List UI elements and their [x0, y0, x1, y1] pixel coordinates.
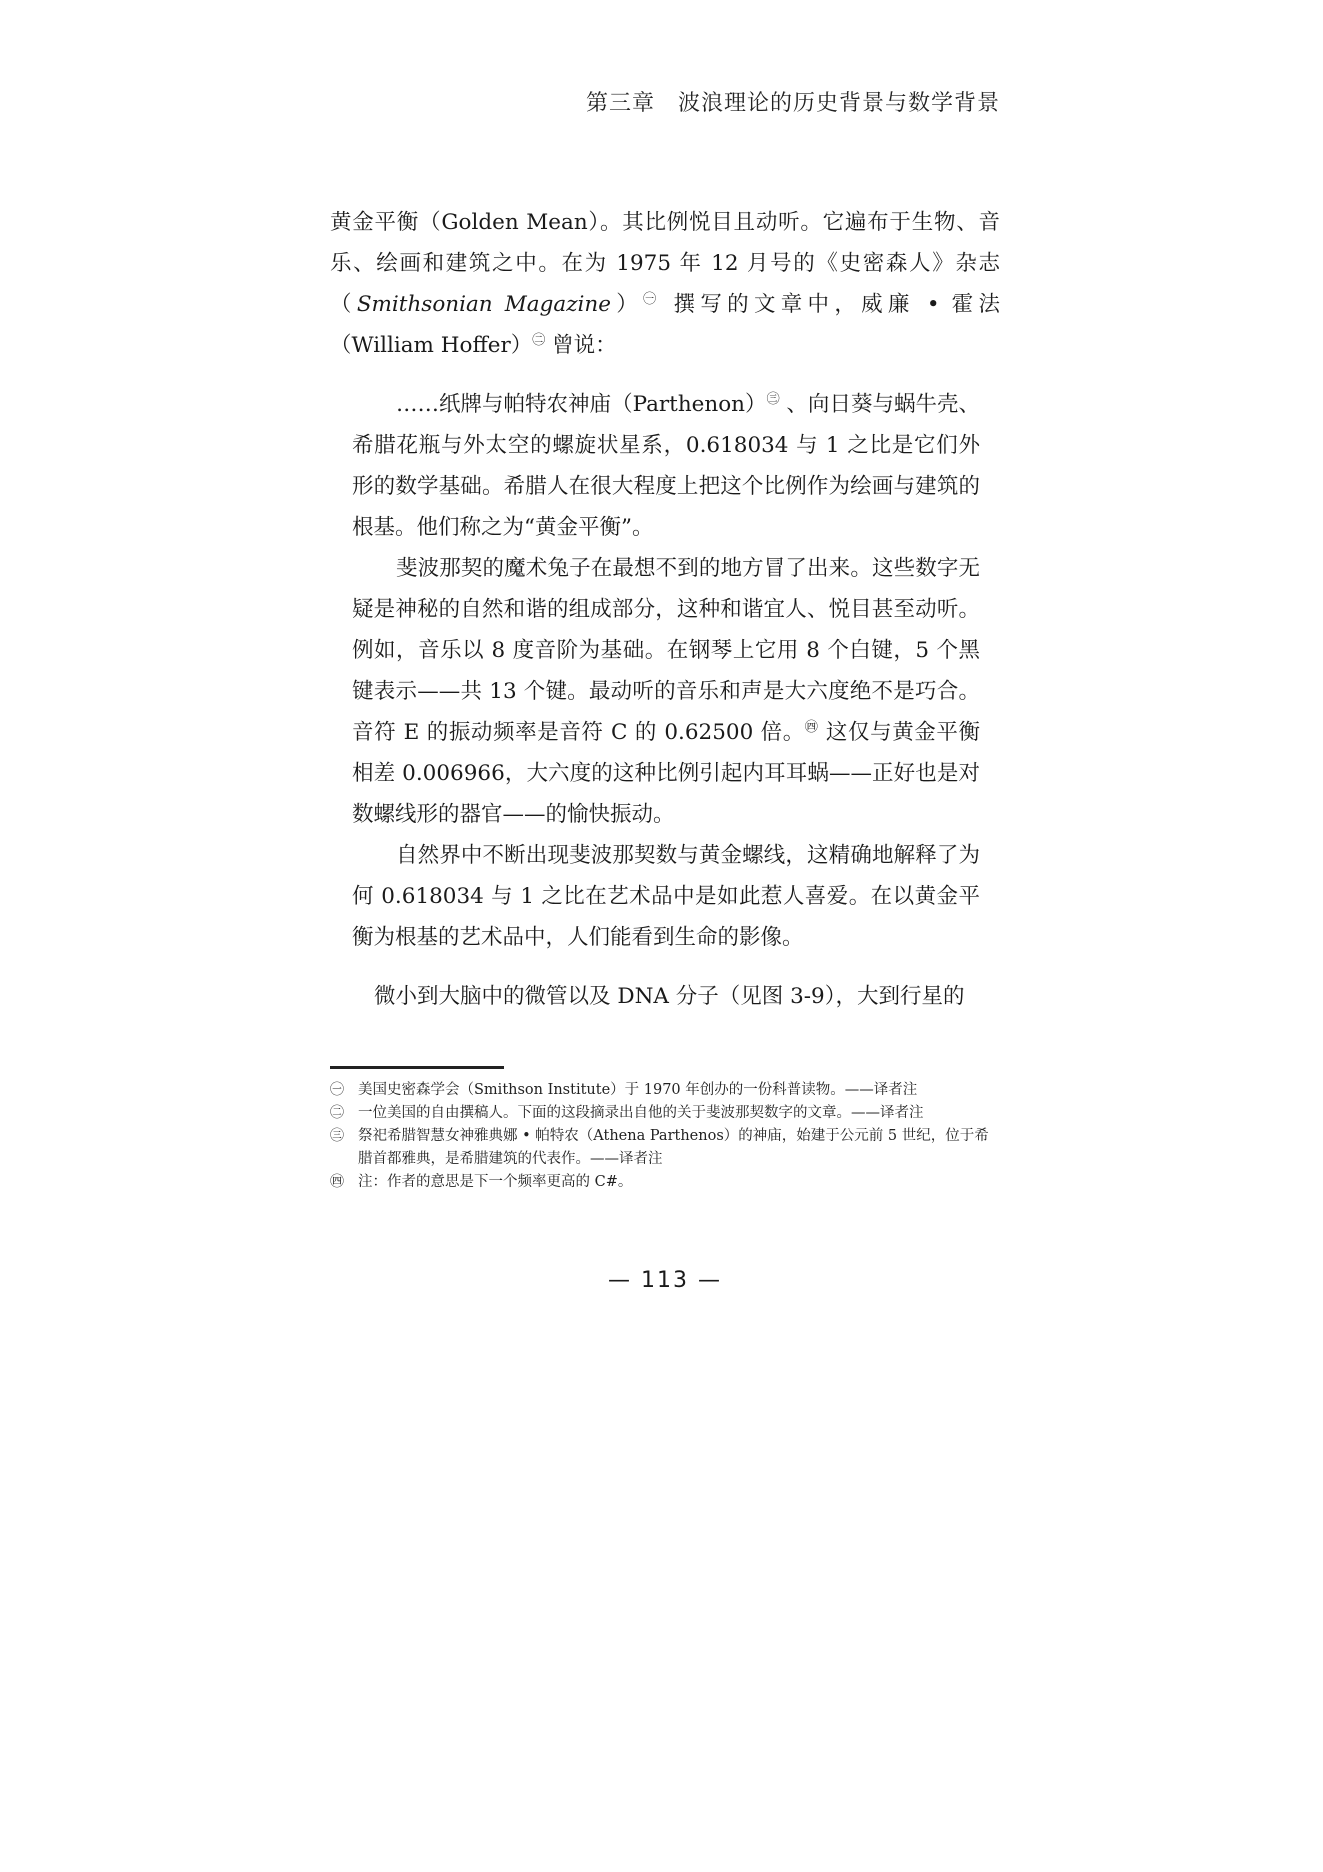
paragraph-text: ） [610, 292, 644, 317]
footnote-text: 一位美国的自由撰稿人。下面的这段摘录出自他的关于斐波那契数字的文章。——译者注 [358, 1105, 924, 1121]
quote-paragraph-3: 自然界中不断出现斐波那契数与黄金螺线，这精确地解释了为何 0.618034 与 1 之比在艺术品中是如此惹人喜爱。在以黄金平衡为根基的艺术品中，人们能看到生命的影像。 [352, 843, 980, 950]
footnote-marker-4[interactable]: ㊃ [804, 719, 819, 735]
footnote-mark: ㊃ [330, 1174, 344, 1190]
footnote-mark: ㊂ [330, 1128, 344, 1144]
footnote-marker-3[interactable]: ㊂ [766, 391, 780, 407]
quote-text: 斐波那契的魔术兔子在最想不到的地方冒了出来。这些数字无疑是神秘的自然和谐的组成部分，这种和谐宜人、悦目甚至动听。例如，音乐以 8 度音阶为基础。在钢琴上它用 8 个白键，5 个黑键表示——共 13 个键。最动听的音乐和声是大六度绝不是巧合。音符 E 的振动频率是音符 C 的 0.62500 倍。 [352, 556, 980, 745]
quote-paragraph-1 [352, 384, 980, 548]
footnote-4 [330, 1171, 1000, 1194]
magazine-title: Smithsonian Magazine [356, 292, 611, 317]
footnote-text: 祭祀希腊智慧女神雅典娜 • 帕特农（Athena Parthenos）的神庙，始建于公元前 5 世纪，位于希腊首都雅典，是希腊建筑的代表作。——译者注 [358, 1128, 989, 1167]
paragraph-microtubules: 微小到大脑中的微管以及 DNA 分子（见图 3-9），大到行星的 [374, 984, 965, 1009]
footnote-divider [330, 1066, 504, 1069]
paragraph-golden-mean [330, 202, 1000, 366]
footnote-text: 注：作者的意思是下一个频率更高的 C#。 [358, 1174, 633, 1190]
footnote-text: 美国史密森学会（Smithson Institute）于 1970 年创办的一份科普读物。——译者注 [358, 1082, 918, 1098]
footnote-mark: ㊁ [330, 1105, 344, 1121]
block-quote [352, 384, 980, 958]
footnote-marker-2[interactable]: ㊁ [532, 332, 546, 348]
paragraph-text: 黄金平衡（Golden Mean）。其比例悦目且动听。它遍布于生物、音乐、绘画和建筑之中。在为 1975 年 12 月号的《史密森人》杂志（ [330, 210, 1000, 317]
footnote-3 [330, 1125, 1000, 1171]
footnote-2 [330, 1102, 1000, 1125]
quote-text: ……纸牌与帕特农神庙（Parthenon） [396, 392, 767, 417]
page-number: — 113 — [608, 1268, 722, 1293]
paragraph-text: 撰写的文章中，威廉 • 霍法（William Hoffer） [330, 292, 1000, 358]
running-head: 第三章 波浪理论的历史背景与数学背景 [585, 91, 1000, 116]
footnote-1 [330, 1079, 1000, 1102]
paragraph-text: 曾说： [545, 333, 617, 358]
quote-paragraph-2 [352, 548, 980, 835]
footnote-mark: ㊀ [330, 1082, 344, 1098]
quote-text: 这仅与黄金平衡相差 0.006966，大六度的这种比例引起内耳耳蜗——正好也是对数螺线形的器官——的愉快振动。 [352, 720, 980, 827]
footnotes [330, 1079, 1000, 1194]
quote-text: 、向日葵与蜗牛壳、希腊花瓶与外太空的螺旋状星系，0.618034 与 1 之比是它们外形的数学基础。希腊人在很大程度上把这个比例作为绘画与建筑的根基。他们称之为“黄金平衡”。 [352, 392, 980, 540]
footnote-marker-1[interactable]: ㊀ [643, 291, 662, 307]
